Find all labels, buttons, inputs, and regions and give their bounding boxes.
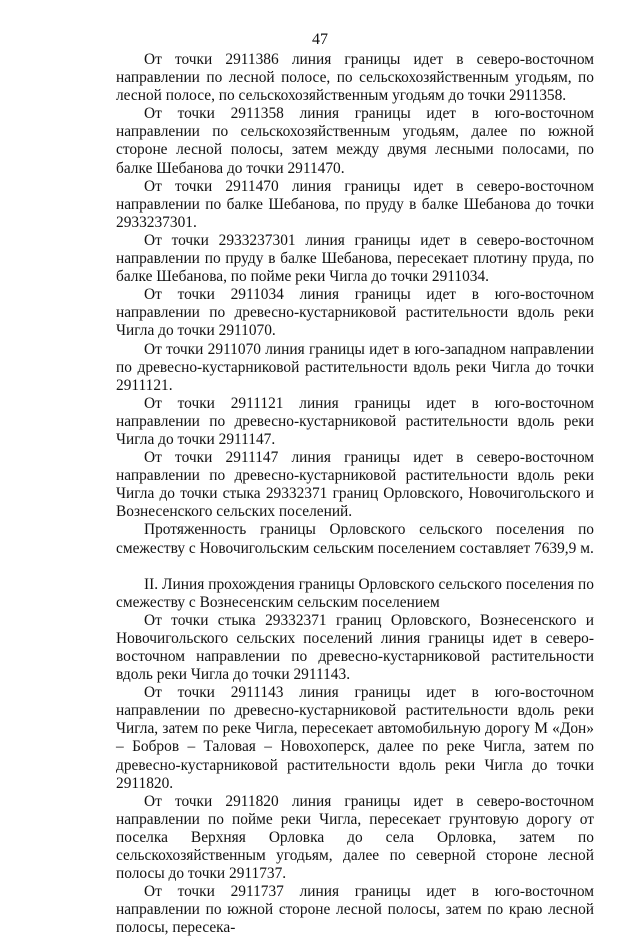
paragraph: От точки 2933237301 линия границы идет в северо-восточном направлении по пруду в балке Шебанова, пересекает плотину пруда, по балке Шебанова, по пойме реки Чигла до точки 2911034. [116, 231, 594, 286]
paragraph: От точки 2911470 линия границы идет в северо-восточном направлении по балке Шебанова, по пруду в балке Шебанова до точки 2933237301. [116, 177, 594, 231]
paragraph: От точки 2911386 линия границы идет в северо-восточном направлении по лесной полосе, по сельскохозяйственным угодьям, по лесной полосе, по сельскохозяйственным угодьям до точки 2911358. [116, 51, 594, 105]
document-body [116, 51, 594, 938]
paragraph: От точки 2911121 линия границы идет в юго-восточном направлении по древесно-кустарниковой растительности вдоль реки Чигла до точки 2911147. [116, 394, 594, 448]
paragraph: От точки стыка 29332371 границ Орловского, Вознесенского и Новочигольского сельских поселений линия границы идет в северо-восточном направлении по древесно-кустарниковой растительности вдоль реки Чигла до точки 2911143. [116, 611, 594, 684]
paragraph: От точки 2911034 линия границы идет в юго-восточном направлении по древесно-кустарниковой растительности вдоль реки Чигла до точки 2911070. [116, 286, 594, 340]
paragraph: От точки 2911147 линия границы идет в северо-восточном направлении по древесно-кустарниковой растительности вдоль реки Чигла до точки стыка 29332371 границ Орловского, Новочигольского и Вознесенского сельских поселений. [116, 449, 594, 521]
section-heading: II. Линия прохождения границы Орловского сельского поселения по смежеству с Вознесенским сельским поселением [116, 575, 594, 611]
paragraph: От точки 2911143 линия границы идет в юго-восточном направлении по древесно-кустарниковой растительности вдоль реки Чигла, затем по реке Чигла, пересекает автомобильную дорогу М «Дон» – Бобров – Таловая – Новохоперск, далее по реке Чигла, затем по древесно-кустарниковой растительности вдоль реки Чигла до точки 2911820. [116, 684, 594, 792]
paragraph: От точки 2911820 линия границы идет в северо-восточном направлении по пойме реки Чигла, пересекает грунтовую дорогу от поселка Верхняя Орловка до села Орловка, затем по сельскохозяйственным угодьям, далее по северной стороне лесной полосы до точки 2911737. [116, 792, 594, 883]
paragraph: От точки 2911070 линия границы идет в юго-западном направлении по древесно-кустарниковой растительности вдоль реки Чигла до точки 2911121. [116, 340, 594, 394]
paragraph: От точки 2911737 линия границы идет в юго-восточном направлении по южной стороне лесной полосы, затем по краю лесной полосы, пересека- [116, 883, 594, 937]
paragraph: Протяженность границы Орловского сельского поселения по смежеству с Новочигольским сельским поселением составляет 7639,9 м. [116, 521, 594, 557]
paragraph: От точки 2911358 линия границы идет в юго-восточном направлении по сельскохозяйственным угодьям, далее по южной стороне лесной полосы, затем между двумя лесными полосами, по балке Шебанова до точки 2911470. [116, 105, 594, 177]
page-number: 47 [312, 31, 328, 48]
